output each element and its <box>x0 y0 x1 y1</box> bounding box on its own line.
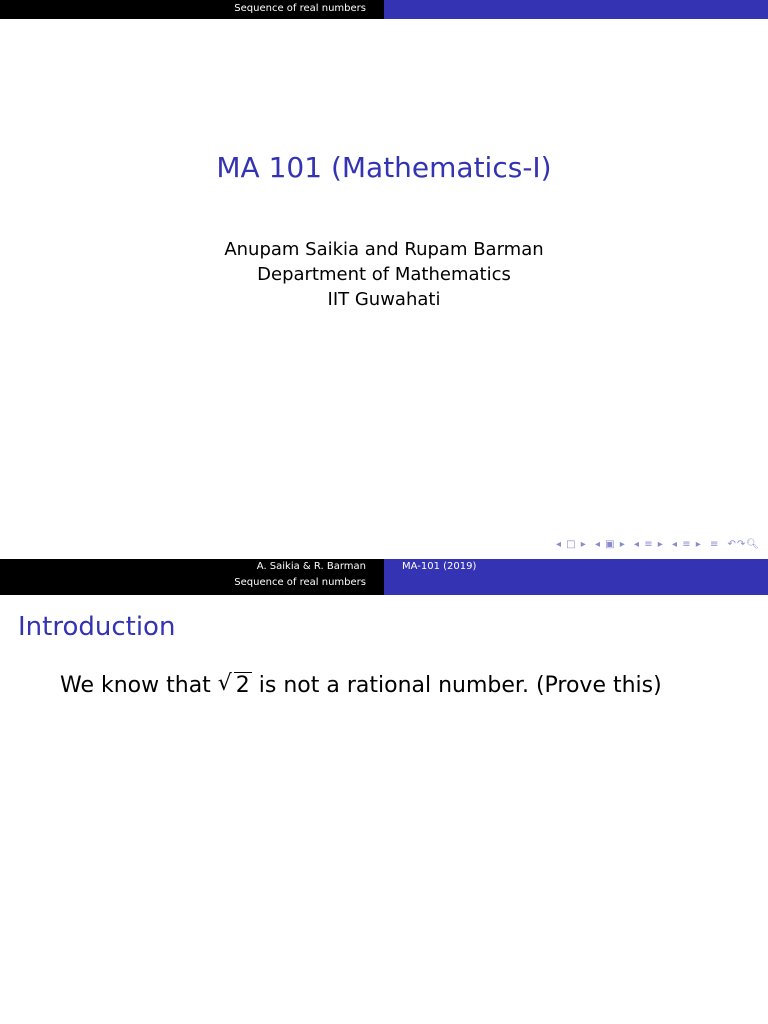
presentation-title: MA 101 (Mathematics-I) <box>216 151 552 184</box>
frame-title: Introduction <box>18 612 176 642</box>
nav-frame-icon[interactable]: ◂ □ ▸ <box>555 539 587 550</box>
nav-subsection-icon[interactable]: ◂ ▣ ▸ <box>594 539 626 550</box>
sqrt-argument: 2 <box>235 673 250 698</box>
footer-section[interactable]: Sequence of real numbers <box>234 577 366 588</box>
header-right <box>384 0 768 19</box>
footer-right <box>384 559 768 595</box>
header-bar <box>0 0 768 19</box>
footer-course: MA-101 (2019) <box>402 561 477 572</box>
introduction-slide <box>0 595 768 1024</box>
author-block <box>0 237 768 312</box>
department: Department of Mathematics <box>257 264 511 285</box>
institute: IIT Guwahati <box>327 289 441 310</box>
footer-authors: A. Saikia & R. Barman <box>256 561 366 572</box>
header-left <box>0 0 384 19</box>
section-title[interactable]: Sequence of real numbers <box>234 3 366 14</box>
nav-align-icon[interactable]: ≡ <box>709 539 720 550</box>
sqrt-expression <box>218 673 252 698</box>
body-text <box>60 673 662 698</box>
radical-icon: √ <box>217 671 232 696</box>
navigation-symbols <box>552 539 760 550</box>
footer-left <box>0 559 384 595</box>
nav-search-icon[interactable]: ↶↷🔍︎ <box>727 539 760 550</box>
author-names: Anupam Saikia and Rupam Barman <box>224 239 544 260</box>
title-slide <box>0 19 768 559</box>
footer-bar <box>0 559 768 595</box>
nav-section-icon[interactable]: ◂ ≡ ▸ <box>634 539 664 550</box>
nav-doc-icon[interactable]: ◂ ≡ ▸ <box>672 539 702 550</box>
text-before: We know that <box>60 673 218 698</box>
text-after: is not a rational number. (Prove this) <box>251 673 662 698</box>
